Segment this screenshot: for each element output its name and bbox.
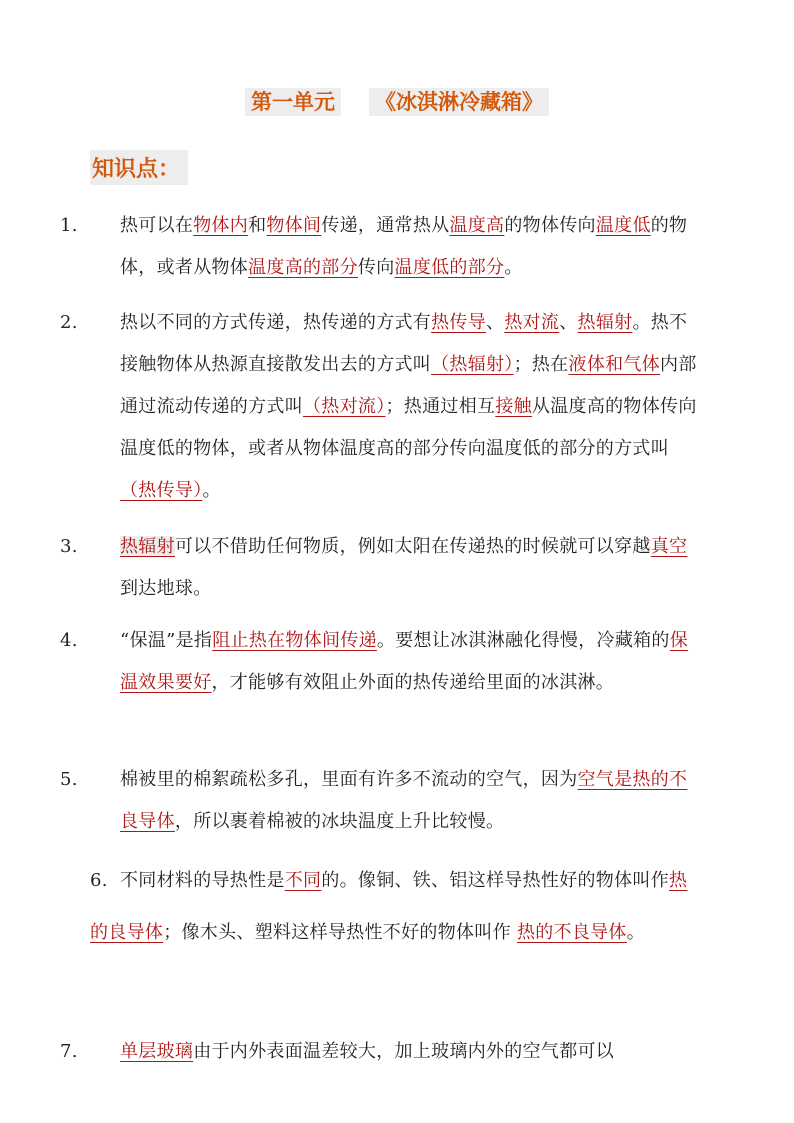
key-term: 热对流 [504,312,560,333]
key-term: （热传导） [120,480,203,501]
item-text: ，所以裹着棉被的冰块温度上升比较慢。 [174,811,505,832]
key-term: 物体内 [193,215,249,236]
item-text: 。要想让冰淇淋融化得慢，冷藏箱的 [376,630,670,651]
key-term: 液体和气体 [568,354,661,375]
key-term: 热辐射 [120,536,175,557]
item-text: 的物体传向 [504,215,596,236]
section-heading: 知识点： [90,150,188,185]
item-number: 3. [60,536,78,557]
item-text: ，才能够有效阻止外面的热传递给里面的冰淇淋。 [211,672,615,693]
item-text: 传递，通常热从 [321,215,450,236]
item-text: 、 [486,312,505,333]
knowledge-item-3 [60,526,705,610]
knowledge-item-6 [90,855,705,959]
item-text: ；像木头、塑料这样导热性不好的物体叫作 [163,922,517,943]
item-number: 2. [60,312,78,333]
key-term: 单层玻璃 [120,1041,194,1062]
key-term: 空气是热的不良导体 [120,769,688,832]
item-number: 6. [90,870,108,891]
item-text: 传向 [357,257,395,278]
key-term: 温度高的部分 [248,257,358,278]
item-text: ；热在 [513,354,569,375]
page-title [0,86,794,116]
item-text: 。 [504,257,523,278]
key-term: 不同 [284,870,322,891]
item-number: 4. [60,630,78,651]
knowledge-item-7 [60,1031,705,1073]
item-text: 和 [248,215,267,236]
item-text: 从温度高的物体传向温度低的物体，或者从物体温度高的部分传向温度低的部分的方式叫 [120,396,697,459]
item-text: 的。像铜、铁、铝这样导热性好的物体叫作 [321,870,670,891]
item-text: 、 [559,312,578,333]
item-text: ；热通过相互 [385,396,496,417]
item-text: 不同材料的导热性是 [120,870,285,891]
title-unit: 第一单元 [245,88,341,116]
item-text: 。热不接触物体从热源直接散发出去的方式叫 [120,312,688,375]
key-term: 接触 [495,396,532,417]
key-term: 物体间 [266,215,322,236]
key-term: 保温效果要好 [120,630,689,693]
item-text: 内部通过流动传递的方式叫 [120,354,697,417]
title-name: 《冰淇淋冷藏箱》 [369,88,549,116]
item-text: 棉被里的棉絮疏松多孔，里面有许多不流动的空气，因为 [120,769,578,790]
item-text: 到达地球。 [120,578,212,599]
key-term: 热的良导体 [90,870,688,943]
item-number: 7. [60,1041,78,1062]
key-term: 阻止热在物体间传递 [212,630,377,651]
key-term: （热对流） [303,396,386,417]
item-text: 的物体，或者从物体 [120,215,688,278]
item-text: 可以不借助任何物质，例如太阳在传递热的时候就可以穿越 [174,536,651,557]
key-term: 热的不良导体 [516,922,627,943]
key-term: 温度低的部分 [394,257,505,278]
item-text: 热以不同的方式传递，热传递的方式有 [120,312,432,333]
item-number: 1. [60,215,78,236]
key-term: 热辐射 [577,312,633,333]
item-text: 。 [202,480,221,501]
key-term: 温度低 [595,215,651,236]
item-text: 热可以在 [120,215,194,236]
key-term: 真空 [650,536,688,557]
item-text: “保温”是指 [120,630,213,651]
key-term: 温度高 [449,215,505,236]
knowledge-item-4 [60,620,705,704]
item-text: 。 [626,922,646,943]
knowledge-item-2 [60,302,705,512]
knowledge-item-1 [60,205,705,289]
key-term: （热辐射） [431,354,514,375]
item-number: 5. [60,769,78,790]
knowledge-item-5 [60,759,705,843]
key-term: 热传导 [431,312,487,333]
item-text: 由于内外表面温差较大，加上玻璃内外的空气都可以 [193,1041,615,1062]
